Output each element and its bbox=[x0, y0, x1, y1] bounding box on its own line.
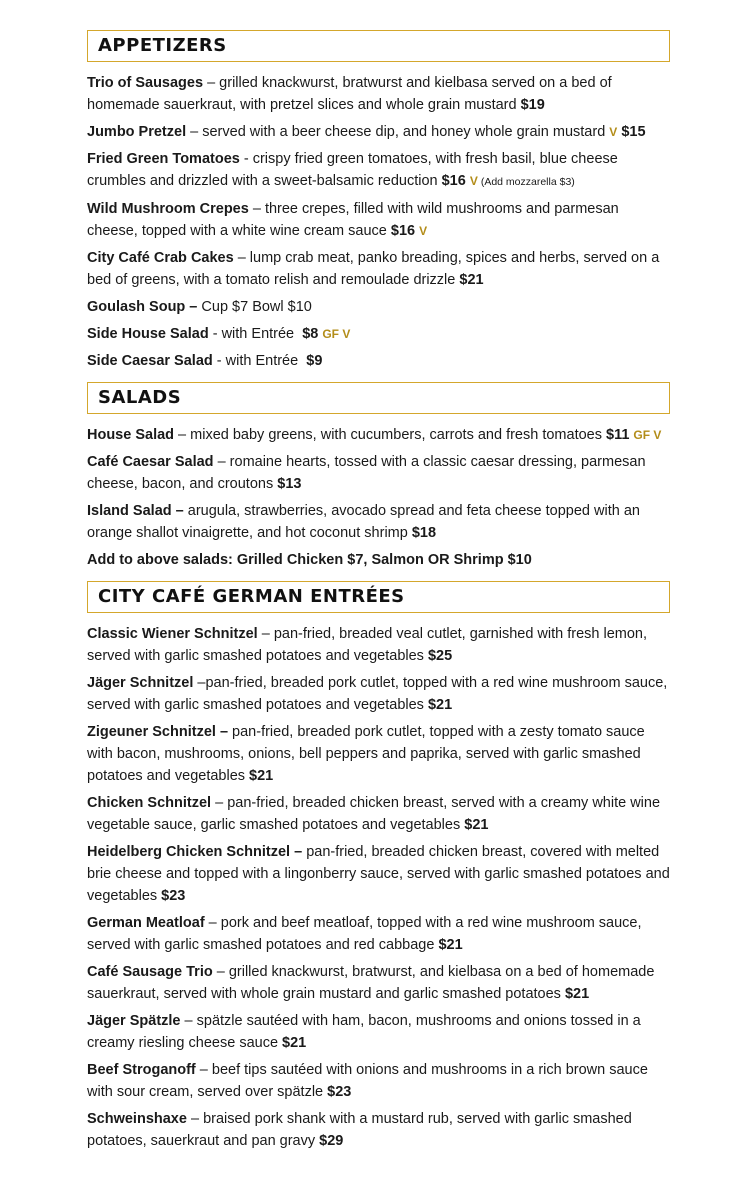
section-title: APPETIZERS bbox=[98, 35, 227, 56]
price: $19 bbox=[520, 97, 545, 113]
section-header-salads bbox=[87, 382, 670, 414]
price: $23 bbox=[327, 1084, 352, 1100]
price: $11 bbox=[606, 427, 630, 443]
vegetarian-tag: V bbox=[469, 174, 478, 188]
price: $23 bbox=[161, 888, 186, 904]
menu-item: City Café Crab Cakes – lump crab meat, panko breading, spices and herbs, served on a bed of greens, with a tomato relish and remoulade drizzle $21 bbox=[87, 250, 660, 288]
price: $21 bbox=[282, 1035, 307, 1051]
price: $16 bbox=[390, 223, 416, 239]
menu-item: Side House Salad - with Entrée $8 GF V bbox=[87, 326, 351, 342]
menu-item: Jumbo Pretzel – served with a beer cheese dip, and honey whole grain mustard V $15 bbox=[87, 124, 646, 140]
price: $13 bbox=[277, 476, 302, 492]
price: $21 bbox=[464, 817, 489, 833]
soup-prices: Cup $7 Bowl $10 bbox=[201, 299, 312, 315]
price: $21 bbox=[564, 986, 590, 1002]
section-header-appetizers bbox=[87, 30, 670, 62]
price: $21 bbox=[427, 697, 453, 713]
section-header-entrees bbox=[87, 581, 670, 613]
salads-list bbox=[87, 424, 670, 571]
price: $21 bbox=[249, 768, 274, 784]
menu-item: Classic Wiener Schnitzel – pan-fried, breaded veal cutlet, garnished with fresh lemon, served with garlic smashed potatoes and vegetables $25 bbox=[87, 626, 648, 664]
vegetarian-tag: V bbox=[609, 125, 618, 139]
vegetarian-tag: V bbox=[419, 224, 428, 238]
price: $29 bbox=[319, 1133, 344, 1149]
price: $21 bbox=[438, 937, 463, 953]
salad-add-ons: Add to above salads: Grilled Chicken $7, Salmon OR Shrimp $10 bbox=[87, 552, 532, 568]
price: $21 bbox=[459, 272, 484, 288]
price: $8 bbox=[302, 326, 319, 342]
menu-item: House Salad – mixed baby greens, with cucumbers, carrots and fresh tomatoes $11 GF V bbox=[87, 427, 662, 443]
menu-item: Jäger Schnitzel –pan-fried, breaded pork cutlet, topped with a red wine mushroom sauce, served with garlic smashed potatoes and vegetables $21 bbox=[87, 675, 668, 713]
menu-item: Jäger Spätzle – spätzle sautéed with ham, bacon, mushrooms and onions tossed in a creamy riesling cheese sauce $21 bbox=[87, 1013, 641, 1051]
price: $18 bbox=[411, 525, 437, 541]
menu-item: Trio of Sausages – grilled knackwurst, bratwurst and kielbasa served on a bed of homemade sauerkraut, with pretzel slices and whole grain mustard $19 bbox=[87, 75, 612, 113]
menu-item: Goulash Soup – Cup $7 Bowl $10 bbox=[87, 299, 312, 315]
menu-item: Zigeuner Schnitzel – pan-fried, breaded pork cutlet, topped with a zesty tomato sauce with bacon, mushrooms, onions, bell peppers and paprika, served with garlic smashed potatoes and vegetables $21 bbox=[87, 724, 645, 784]
menu-item: Beef Stroganoff – beef tips sautéed with onions and mushrooms in a rich brown sauce with sour cream, served over spätzle $23 bbox=[87, 1062, 648, 1100]
section-title: CITY CAFÉ GERMAN ENTRÉES bbox=[98, 586, 405, 607]
gf-v-tag: GF V bbox=[633, 428, 662, 442]
entrees-list bbox=[87, 623, 670, 1152]
item-note: (Add mozzarella $3) bbox=[480, 176, 575, 188]
appetizers-list bbox=[87, 72, 670, 372]
menu-item: Island Salad – arugula, strawberries, avocado spread and feta cheese topped with an orange shallot vinaigrette, and hot coconut shrimp $18 bbox=[87, 503, 640, 541]
gf-v-tag: GF V bbox=[322, 327, 351, 341]
menu-item: Wild Mushroom Crepes – three crepes, filled with wild mushrooms and parmesan cheese, topped with a white wine cream sauce $16 V bbox=[87, 201, 619, 239]
menu-item: Fried Green Tomatoes - crispy fried green tomatoes, with fresh basil, blue cheese crumbles and drizzled with a sweet-balsamic reduction $16 V (Add mozzarella $3) bbox=[87, 151, 618, 189]
menu-item: Schweinshaxe – braised pork shank with a mustard rub, served with garlic smashed potatoes, sauerkraut and pan gravy $29 bbox=[87, 1111, 632, 1149]
price: $16 bbox=[441, 173, 466, 189]
menu-item: German Meatloaf – pork and beef meatloaf, topped with a red wine mushroom sauce, served with garlic smashed potatoes and red cabbage $21 bbox=[87, 915, 642, 953]
price: $25 bbox=[427, 648, 453, 664]
menu-item: Café Sausage Trio – grilled knackwurst, bratwurst, and kielbasa on a bed of homemade sauerkraut, served with whole grain mustard and garlic smashed potatoes $21 bbox=[87, 964, 655, 1002]
menu-item: Side Caesar Salad - with Entrée $9 bbox=[87, 353, 323, 369]
price: $15 bbox=[621, 124, 646, 140]
price: $9 bbox=[306, 353, 323, 369]
menu-item: Café Caesar Salad – romaine hearts, tossed with a classic caesar dressing, parmesan cheese, bacon, and croutons $13 bbox=[87, 454, 646, 492]
section-title: SALADS bbox=[98, 387, 182, 408]
menu-item: Chicken Schnitzel – pan-fried, breaded chicken breast, served with a creamy white wine vegetable sauce, garlic smashed potatoes and vegetables $21 bbox=[87, 795, 661, 833]
menu-item: Heidelberg Chicken Schnitzel – pan-fried, breaded chicken breast, covered with melted brie cheese and topped with a lingonberry sauce, served with garlic smashed potatoes and vegetables $23 bbox=[87, 844, 670, 904]
